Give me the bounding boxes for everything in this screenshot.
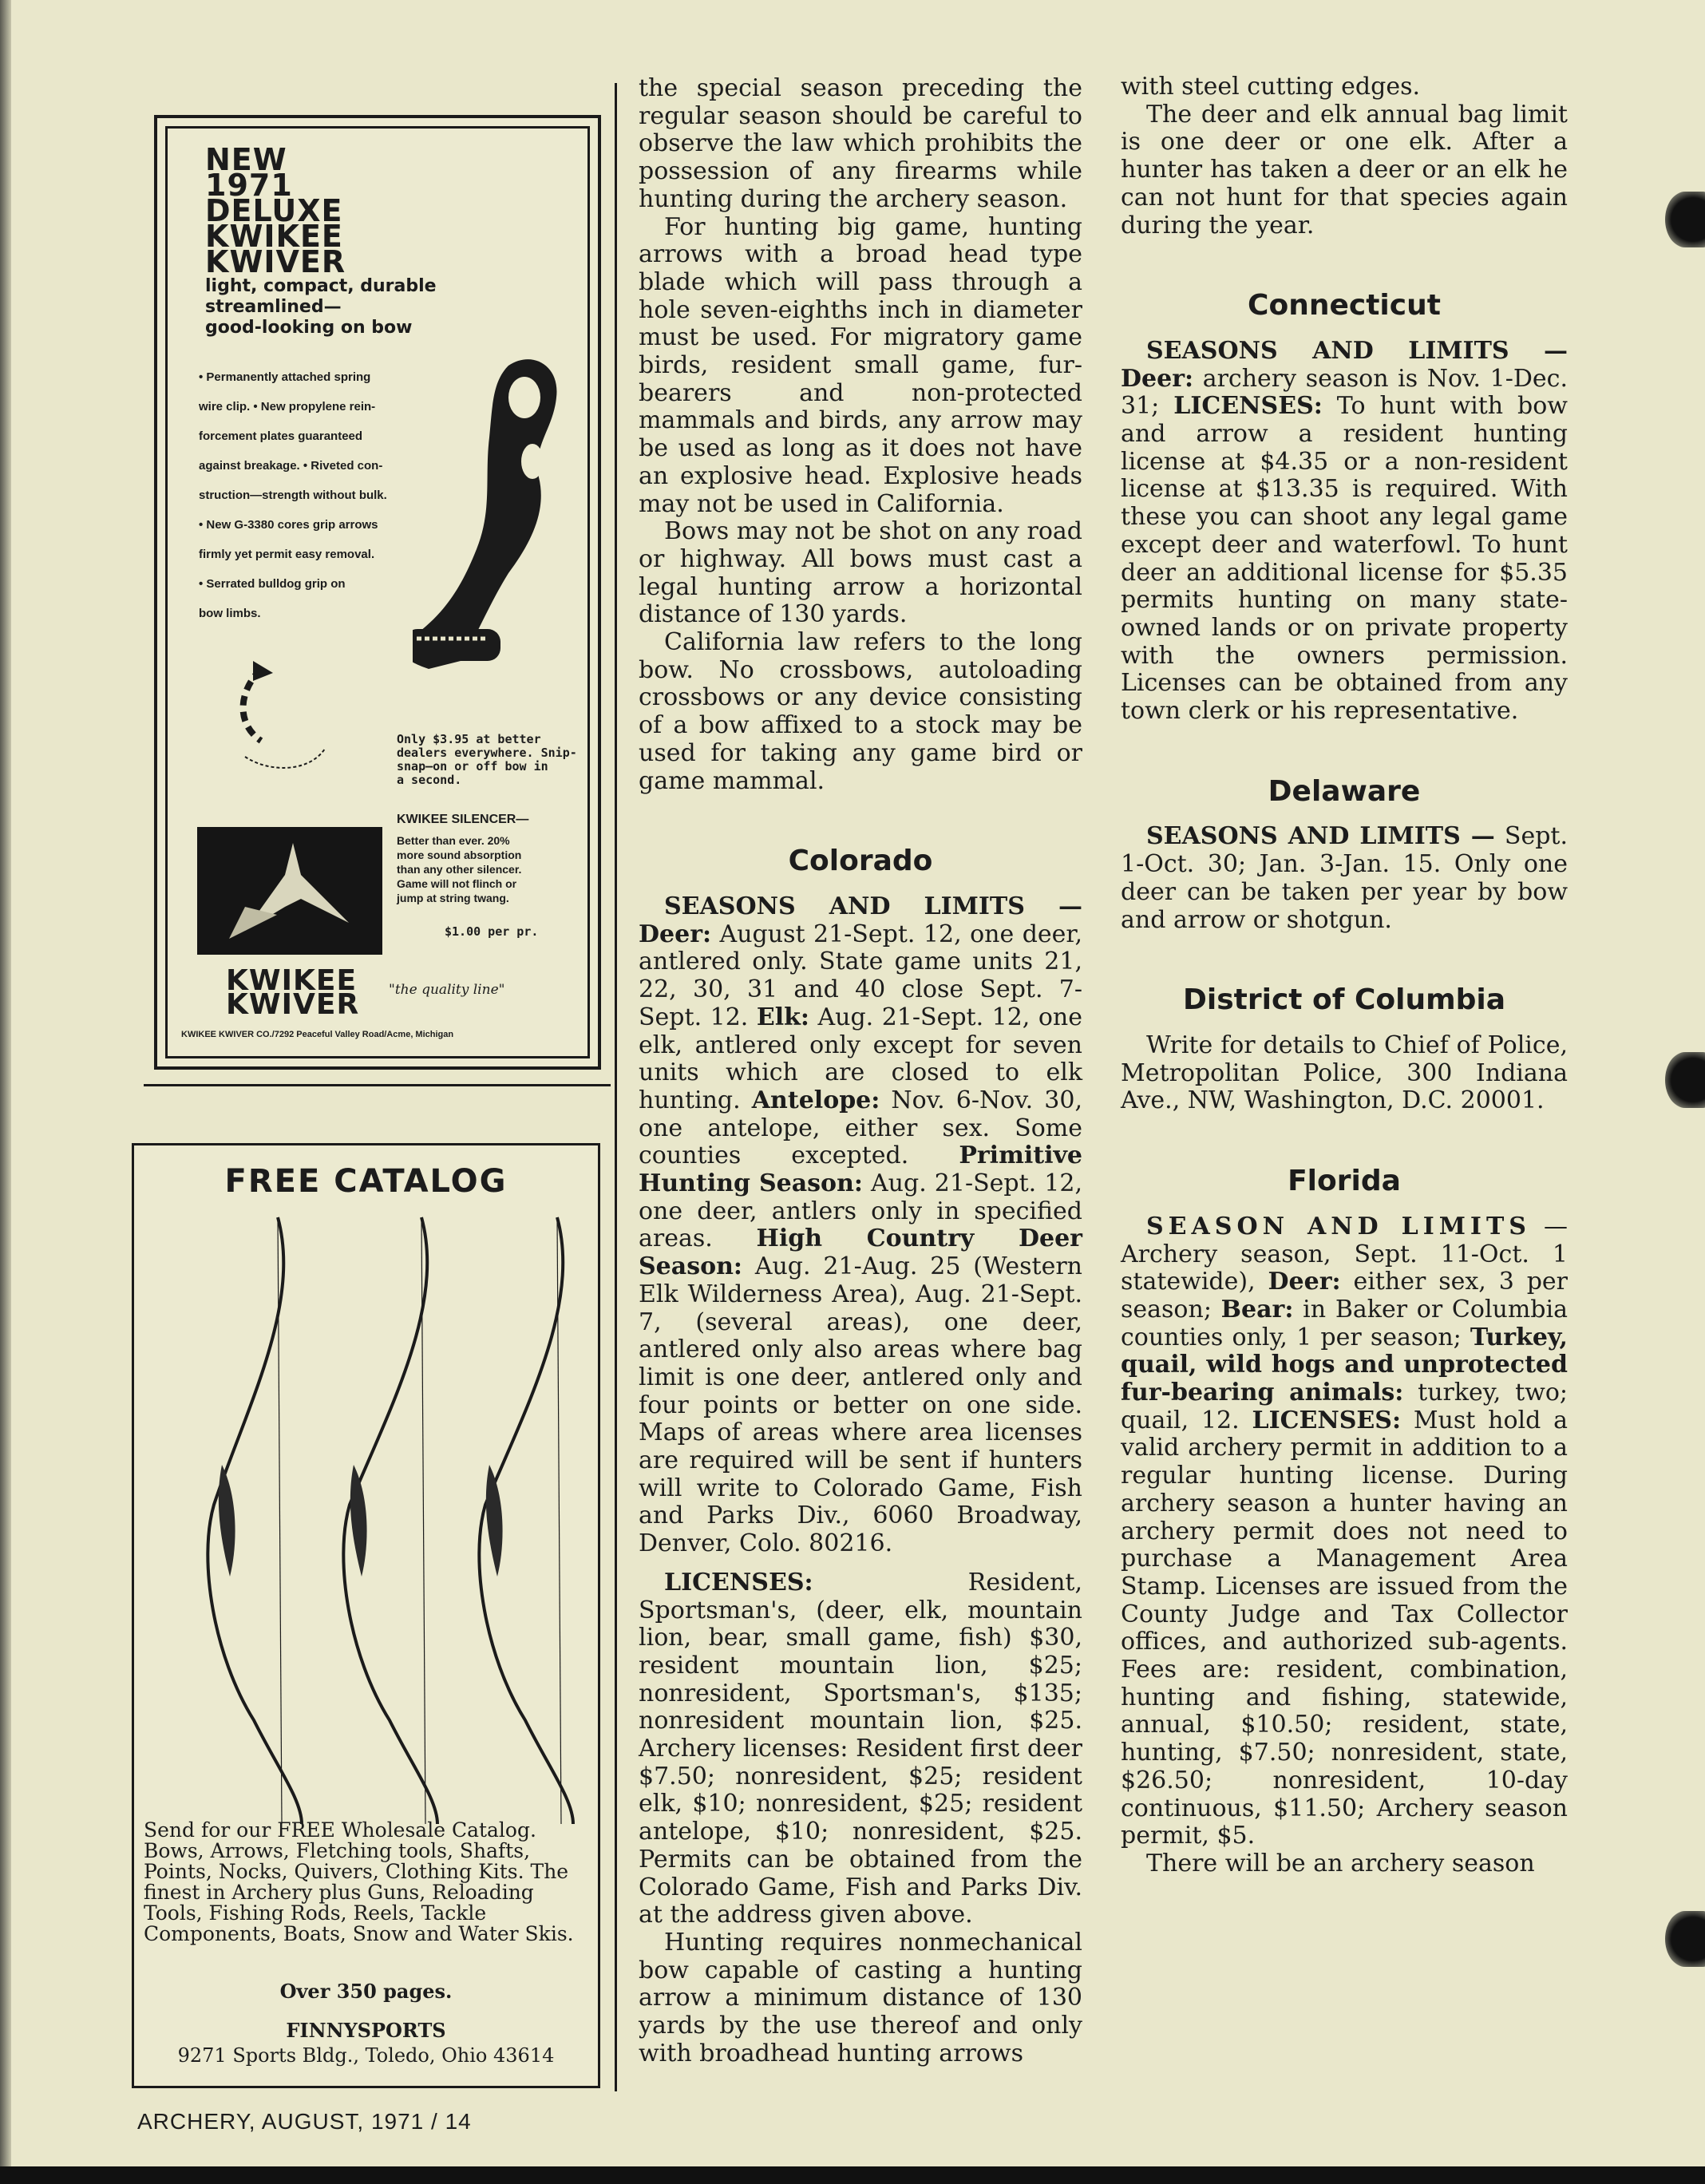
paragraph: Bows may not be shot on any road or highway. All bows must cast a legal hunting arrow a horizontal distance of 130 yards. <box>639 517 1082 629</box>
binder-hole <box>1665 1052 1705 1108</box>
brand-logo: KWIKEE KWIVER <box>226 964 360 1021</box>
spacer <box>1121 1196 1568 1213</box>
binder-hole <box>1665 1911 1705 1967</box>
paragraph: with steel cutting edges. <box>1121 73 1421 101</box>
snap-arrow-icon <box>205 661 333 781</box>
silencer-image <box>197 827 382 955</box>
page-edge <box>0 0 11 2184</box>
ad-address: KWIKEE KWIVER CO./7292 Peaceful Valley Road/Acme, Michigan <box>181 1030 454 1039</box>
ad-headline: NEW 1971 DELUXE KWIKEE KWIVER <box>205 142 346 279</box>
ad-feature-list: • Permanently attached spring wire clip. • New propylene rein- forcement plates guaranteed against breakage. • Riveted con- struction—strength without bulk. • New G-3380 cores grip arrows firmly yet permit easy removal. • Serrated bulldog grip on bow limbs. <box>199 370 387 620</box>
heading-florida: Florida <box>1288 1165 1401 1198</box>
article-column-middle <box>639 75 1082 2068</box>
spacer <box>639 795 1082 848</box>
paragraph: For hunting big game, hunting arrows with a broad head type blade which will pass through a hole seven-eighths inch in diameter must be used. For migratory game birds, resident small game, fur-bearers and non-protected mammals and birds, any arrow may be used as long as it does not have an explosive head. Explosive heads may not be used in California. <box>639 212 1082 518</box>
catalog-description: Send for our FREE Wholesale Catalog. Bows, Arrows, Fletching tools, Shafts, Points, Nocks, Quivers, Clothing Kits. The finest in Archery plus Guns, Reloading Tools, Fishing Rods, Reels, Tackle Components, Boats, Snow and Water Skis. <box>144 1818 574 1945</box>
ad-divider <box>144 1084 611 1086</box>
column-rule <box>615 83 617 2091</box>
heading-connecticut: Connecticut <box>1248 289 1441 322</box>
free-catalog-ad <box>132 1143 600 2088</box>
spacer <box>1121 1015 1568 1032</box>
silencer-description: Better than ever. 20% more sound absorption than any other silencer. Game will not flinch or jump at string twang. <box>397 834 522 904</box>
ad-tagline: "the quality line" <box>389 982 505 998</box>
heading-colorado: Colorado <box>788 845 933 878</box>
ad-subhead: light, compact, durable streamlined— good-looking on bow <box>205 276 437 338</box>
connecticut-text: SEASONS AND LIMITS — Deer: archery season is Nov. 1-Dec. 31; LICENSES: To hunt with bow and arrow a resident hunting license at $4.35 or a non-resident license at $13.35 is required. With these you can shoot any legal game except deer and waterfowl. To hunt deer an additional license for $5.35 permits hunting on many state-owned lands or on private property with the owners permission. Licenses can be obtained from any town clerk or his representative. <box>1121 336 1568 726</box>
colorado-licenses: LICENSES: Resident, Sportsman's, (deer, elk, mountain lion, bear, small game, fish) $30, resident mountain lion, $25; nonresident, Sportsman's, $135; nonresident mountain lion, $25. Archery licenses: Resident first deer $7.50; nonresident, $25; resident elk, $10; nonresident, $25; resident antelope, $10; nonresident, $25. Permits can be obtained from the Colorado Game, Fish and Parks Div. at the address given above. <box>639 1568 1082 1929</box>
catalog-pages: Over 350 pages. <box>279 1980 453 2003</box>
spacer <box>1121 934 1568 987</box>
catalog-address: 9271 Sports Bldg., Toledo, Ohio 43614 <box>177 2044 555 2067</box>
quiver-illustration <box>413 350 572 717</box>
catalog-company: FINNYSPORTS <box>286 2019 446 2042</box>
paragraph: the special season preceding the regular season should be careful to observe the law which prohibits the possession of any firearms while hunting during the archery season. <box>639 74 1082 213</box>
dc-text: Write for details to Chief of Police, Metropolitan Police, 300 Indiana Ave., NW, Washington, D.C. 20001. <box>1121 1031 1568 1115</box>
spacer <box>639 876 1082 893</box>
silencer-price: $1.00 per pr. <box>445 924 539 939</box>
page-footer: ARCHERY, AUGUST, 1971 / 14 <box>137 2109 472 2134</box>
spacer <box>1121 726 1568 778</box>
paragraph: California law refers to the long bow. No crossbows, autoloading crossbows or any device consisting of a bow affixed to a stock may be used for taking any game bird or game mammal. <box>639 628 1082 795</box>
binder-hole <box>1665 192 1705 247</box>
heading-district-of-columbia: District of Columbia <box>1183 983 1505 1017</box>
spacer <box>1121 320 1568 338</box>
colorado-hunting: Hunting requires nonmechanical bow capable of casting a hunting arrow a minimum distance of 130 yards by the use thereof and only with broadhead hunting arrows <box>639 1929 1082 2067</box>
kwikee-kwiver-ad <box>154 115 601 1070</box>
colorado-seasons: SEASONS AND LIMITS — Deer: August 21-Sept. 12, one deer, antlered only. State game units 21, 22, 30, 31 and 40 close Sept. 7-Sept. 12. Elk: Aug. 21-Sept. 12, one elk, antlered only except for seven units which are closed to elk hunting. Antelope: Nov. 6-Nov. 30, one antelope, either sex. Some counties excepted. Primitive Hunting Season: Aug. 21-Sept. 12, one deer, antlers only in specified areas. High Country Deer Season: Aug. 21-Aug. 25 (Western Elk Wilderness Area), Aug. 21-Sept. 7, (several areas), one deer, antlered only also areas where bag limit is one deer, antlered only and four points or better on one side. Maps of areas where area licenses are required will be sent if hunters will write to Colorado Game, Fish and Parks Div., 6060 Broadway, Denver, Colo. 80216. <box>639 892 1082 1558</box>
ad-price-text: Only $3.95 at better dealers everywhere. Snip- snap—on or off bow in a second. <box>397 732 577 787</box>
article-column-right <box>1121 73 1568 1878</box>
silencer-title: KWIKEE SILENCER— <box>397 813 529 826</box>
bows-illustration <box>150 1209 581 1848</box>
spacer <box>1121 1115 1568 1168</box>
florida-text: SEASON AND LIMITS — Archery season, Sept. 11-Oct. 1 statewide), Deer: either sex, 3 per season; Bear: in Baker or Columbia counties only, 1 per season; Turkey, quail, wild hogs and unprotected fur-bearing animals: turkey, two; quail, 12. LICENSES: Must hold a valid archery permit in addition to a regular hunting license. During archery season a hunter having an archery permit does not need to purchase a Management Area Stamp. Licenses are issued from the County Judge and Tax Collector offices, and authorized sub-agents. Fees are: resident, combination, hunting and fishing, statewide, annual, $10.50; resident, state, hunting, $7.50; nonresident, state, $26.50; nonresident, 10-day continuous, $11.50; Archery season permit, $5. <box>1121 1212 1569 1850</box>
silencer-photo <box>197 827 382 955</box>
spacer <box>1121 239 1568 292</box>
catalog-title: FREE CATALOG <box>224 1163 508 1200</box>
spacer <box>1121 805 1568 823</box>
page-bottom-edge <box>0 2166 1705 2184</box>
florida-last: There will be an archery season <box>1146 1849 1535 1877</box>
delaware-text: SEASONS AND LIMITS — Sept. 1-Oct. 30; Jan. 3-Jan. 15. Only one deer can be taken per year by bow and arrow or shotgun. <box>1121 822 1568 934</box>
paragraph: The deer and elk annual bag limit is one deer or one elk. After a hunter has taken a deer or an elk he can not hunt for that species again during the year. <box>1121 100 1568 239</box>
heading-delaware: Delaware <box>1268 774 1421 808</box>
